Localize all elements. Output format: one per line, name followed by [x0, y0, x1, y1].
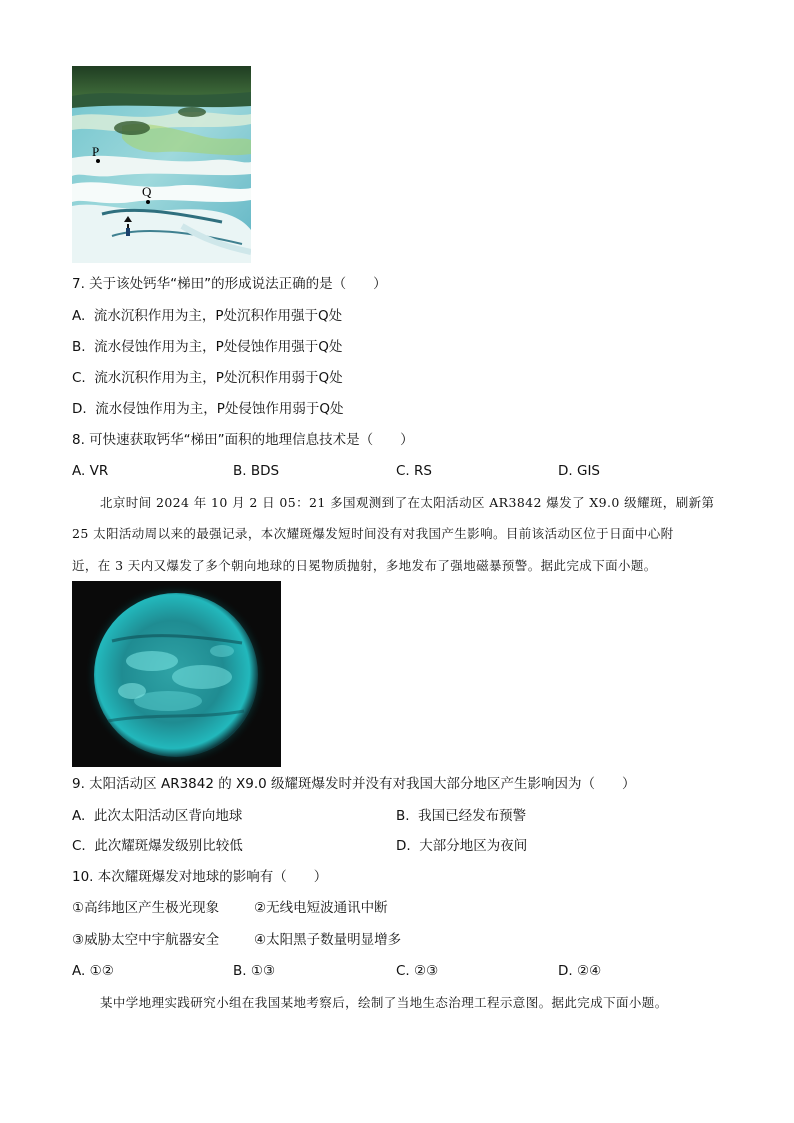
option-letter: C. [72, 370, 86, 386]
question-10-item-1: ①高纬地区产生极光现象 [72, 900, 220, 916]
passage-2-line-1: 北京时间 2024 年 10 月 2 日 05：21 多国观测到了在太阳活动区 AR3842 爆发了 X9.0 级耀斑，刷新第 [100, 495, 715, 510]
point-p-label: P [92, 144, 100, 159]
question-9-stem: 9. 太阳活动区 AR3842 的 X9.0 级耀斑爆发时并没有对我国大部分地区产生影响因为（ ） [72, 776, 636, 792]
question-10-item-4: ④太阳黑子数量明显增多 [254, 932, 402, 948]
passage-2-line-3: 近，在 3 天内又爆发了多个朝向地球的日冕物质抛射，多地发布了强地磁暴预警。据此完成下面小题。 [72, 558, 657, 573]
question-7-option-a[interactable] [72, 307, 342, 325]
question-10-item-3: ③威胁太空中宇航器安全 [72, 932, 220, 948]
option-text: VR [89, 463, 109, 479]
option-letter: D. [72, 401, 87, 417]
option-text: 大部分地区为夜间 [419, 838, 528, 854]
travertine-terraces-photo [72, 66, 251, 263]
option-letter: A. [72, 963, 86, 979]
option-letter: A. [72, 463, 86, 479]
question-10-option-d[interactable] [558, 962, 601, 980]
option-text: 此次太阳活动区背向地球 [93, 808, 243, 824]
option-letter: A. [72, 308, 86, 324]
question-8-option-d[interactable] [558, 462, 600, 480]
option-letter: B. [233, 963, 247, 979]
question-7-option-c[interactable] [72, 369, 343, 387]
sun-image [72, 581, 281, 767]
point-q-label: Q [142, 184, 152, 199]
question-9-option-d[interactable] [396, 837, 527, 855]
point-q-dot [146, 200, 150, 204]
question-10-item-2: ②无线电短波通讯中断 [254, 900, 388, 916]
passage-3-line-1: 某中学地理实践研究小组在我国某地考察后，绘制了当地生态治理工程示意图。据此完成下面小题。 [100, 995, 668, 1010]
question-8-option-b[interactable] [233, 462, 279, 480]
option-letter: C. [396, 963, 410, 979]
option-text: 流水沉积作用为主，P处沉积作用强于Q处 [93, 308, 343, 324]
question-9-option-c[interactable] [72, 837, 243, 855]
option-text: 流水侵蚀作用为主，P处侵蚀作用强于Q处 [94, 339, 343, 355]
question-7-option-b[interactable] [72, 338, 342, 356]
question-8-option-a[interactable] [72, 462, 108, 480]
question-10-option-a[interactable] [72, 962, 114, 980]
option-letter: D. [558, 463, 573, 479]
question-10-option-b[interactable] [233, 962, 275, 980]
option-text: 此次耀斑爆发级别比较低 [94, 838, 243, 854]
option-text: ①② [89, 963, 114, 979]
option-letter: C. [72, 838, 86, 854]
option-letter: A. [72, 808, 86, 824]
option-letter: B. [72, 339, 86, 355]
question-8-stem: 8. 可快速获取钙华“梯田”面积的地理信息技术是（ ） [72, 432, 414, 448]
passage-2-line-2: 25 太阳活动周以来的最强记录，本次耀斑爆发短时间没有对我国产生影响。目前该活动区位于日面中心附 [72, 526, 674, 541]
option-text: 流水侵蚀作用为主，P处侵蚀作用弱于Q处 [95, 401, 344, 417]
question-7-option-d[interactable] [72, 400, 344, 418]
question-9-option-b[interactable] [396, 807, 526, 825]
option-text: ①③ [250, 963, 276, 979]
option-letter: D. [396, 838, 411, 854]
option-text: ②④ [576, 963, 602, 979]
question-10-option-c[interactable] [396, 962, 438, 980]
question-10-stem: 10. 本次耀斑爆发对地球的影响有（ ） [72, 869, 328, 885]
option-text: GIS [576, 463, 600, 479]
option-text: ②③ [414, 963, 439, 979]
option-text: BDS [250, 463, 280, 479]
option-letter: C. [396, 463, 410, 479]
question-7-stem: 7. 关于该处钙华“梯田”的形成说法正确的是（ ） [72, 276, 387, 292]
option-text: 流水沉积作用为主，P处沉积作用弱于Q处 [94, 370, 343, 386]
question-9-option-a[interactable] [72, 807, 242, 825]
option-letter: B. [233, 463, 247, 479]
option-text: RS [414, 463, 432, 479]
question-8-option-c[interactable] [396, 462, 432, 480]
option-text: 我国已经发布预警 [418, 808, 527, 824]
option-letter: D. [558, 963, 573, 979]
option-letter: B. [396, 808, 410, 824]
